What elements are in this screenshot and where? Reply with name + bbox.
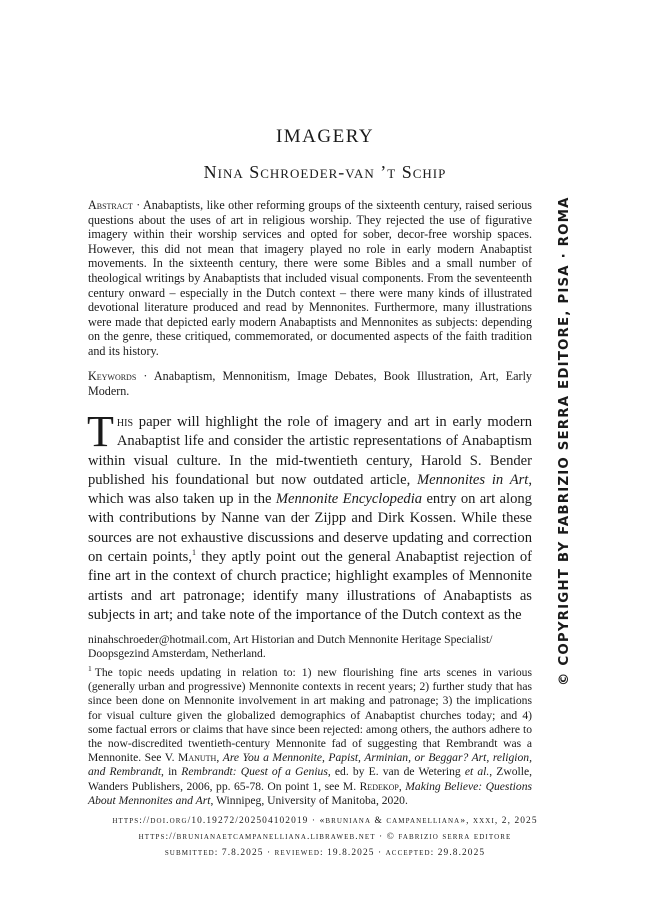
author-affiliation: ninahschroeder@hotmail.com, Art Historian and Dutch Mennonite Heritage Specialist/ Doopsgezind Amsterdam, Netherland.: [88, 633, 493, 661]
article-author: Nina Schroeder-van ’t Schip: [203, 162, 447, 182]
footnote-text-2: ,: [216, 751, 223, 765]
body-opening-word: his: [116, 414, 134, 430]
footnote-text-1: The topic needs updating in relation to: 1) new flourishing fine arts scenes in various (generally urban and progressive) Mennonite contexts in recent years; 2) further study that has since been done on Mennonite involvement in art making and patronage; 3) the implications for visual culture given the globalized demographics of Anabaptist churches today; and 4) some factual errors or claims that have since been rejected: among others, the authors adhere to the now-discredited twentieth-century Mennonite fad of suggesting that Rembrandt was a Mennonite. See V.: [88, 666, 532, 765]
body-text-2: , which was also taken up in the: [88, 471, 532, 508]
footnote-title-2: Rembrandt: Quest of a Genius: [181, 765, 328, 779]
drop-cap: T: [87, 407, 114, 456]
work-title-mennonites-in-art: Mennonites in Art: [417, 471, 529, 488]
footnote-1: [88, 666, 532, 808]
footnote-reference[interactable]: 1: [192, 548, 196, 558]
keywords-text: Anabaptism, Mennonitism, Image Debates, Book Illustration, Art, Early Modern.: [88, 369, 532, 398]
body-text-1: paper will highlight the role of imagery and art in early modern Anabaptist life and consider the artistic representations of Anabaptism within visual culture. In the mid-twentieth century, Harold S. Bender published his foundational but now outdated article,: [88, 414, 532, 488]
keywords-separator: ·: [136, 369, 154, 383]
body-text-3: entry on art along with contributions by Nanne van der Zijpp and Dirk Kossen. While these sources are not exhaustive discussions and deserve updating and correction on certain points,: [88, 491, 532, 566]
footnote-author-manuth: Manuth: [178, 751, 217, 765]
copyright-notice: © COPYRIGHT BY FABRIZIO SERRA EDITORE, PISA · ROMA: [557, 196, 572, 686]
abstract: [88, 198, 532, 359]
footnote-text-3: , in: [161, 765, 182, 779]
keywords-label: Keywords: [88, 369, 137, 383]
footnote-title-3: et al.: [464, 765, 490, 779]
footnote-text-5: , Zwolle, Wanders Publishers, 2006, pp. 65-78. On point 1, see M.: [88, 765, 533, 793]
abstract-separator: ·: [132, 198, 143, 212]
footnote-text-7: , Winnipeg, University of Manitoba, 2020.: [210, 793, 408, 807]
body-text-4: they aptly point out the general Anabaptist rejection of fine art in the context of church practice; highlight examples of Mennonite artists and art patronage; identify many illustrations of Anabaptists as subjects in art; and take note of the importance of the Dutch context as the: [88, 549, 532, 623]
footnote-text-4: , ed. by E. van de Wetering: [327, 765, 465, 779]
abstract-text: Anabaptists, like other reforming groups of the sixteenth century, raised serious questions about the uses of art in religious worship. They rejected the use of figurative imagery within their worship services and opted for sober, decor-free worship spaces. However, this did not mean that imagery played no role in early modern Anabaptist movements. In the sixteenth century, there were some Bibles and a small number of theological writings by Anabaptists that included visual components. From the seventeenth century onward – especially in the Dutch context – there were many kinds of illustrated devotional literature produced and read by Mennonites. Furthermore, many illustrations were made that depicted early modern Anabaptists and Mennonites as subjects: depending on the genre, these critiqued, commemorated, or documented aspects of the faith tradition and its history.: [88, 198, 532, 358]
journal-url-line[interactable]: https://brunianaetcampanelliana.libraweb.net · © fabrizio serra editore: [138, 832, 512, 842]
footnote-text-6: ,: [398, 779, 406, 793]
submission-dates: submitted: 7.8.2025 · reviewed: 19.8.2025 · accepted: 29.8.2025: [164, 848, 486, 858]
body-paragraph: [87, 407, 532, 625]
keywords: [88, 369, 532, 398]
doi-line[interactable]: https://doi.org/10.19272/202504102019 · «bruniana & campanelliana», xxxi, 2, 2025: [112, 816, 538, 826]
footnote-number: 1: [88, 664, 92, 674]
footnote-author-redekop: Redekop: [359, 779, 399, 793]
work-title-mennonite-encyclopedia: Mennonite Encyclopedia: [275, 491, 423, 508]
article-title: IMAGERY: [275, 126, 375, 147]
abstract-label: Abstract: [88, 198, 133, 212]
footnote-title-1: Are You a Mennonite, Papist, Arminian, or Beggar? Art, religion, and Rembrandt: [88, 751, 532, 779]
footnote-title-4: Making Believe: Questions About Mennonites and Art: [88, 779, 532, 807]
